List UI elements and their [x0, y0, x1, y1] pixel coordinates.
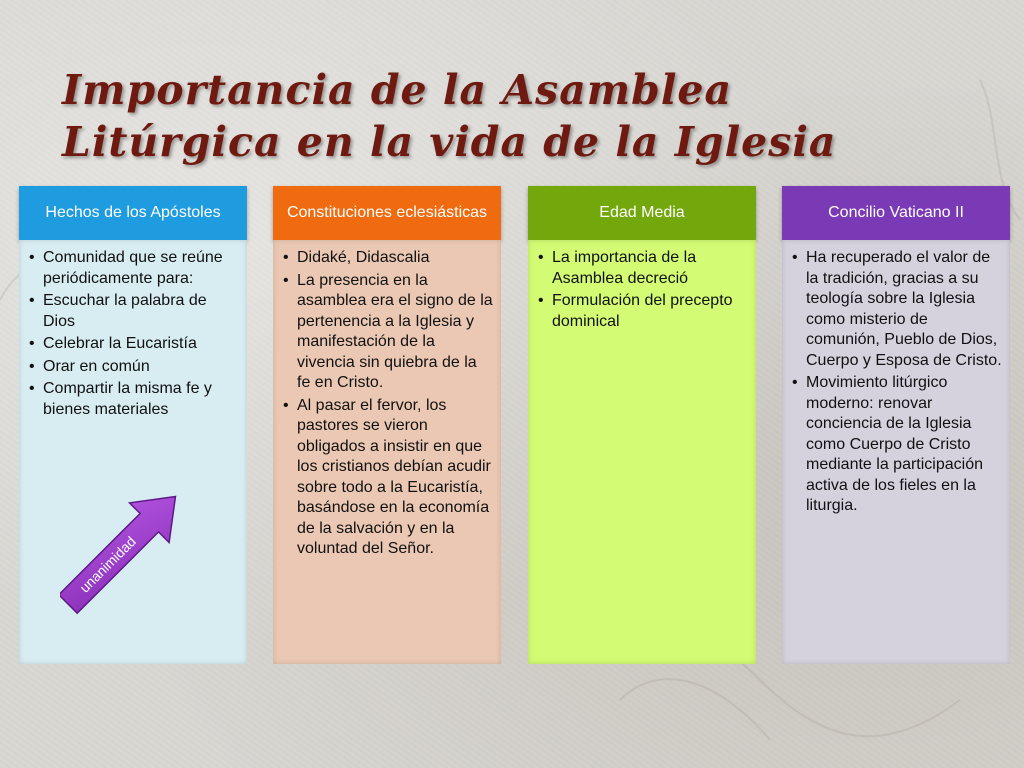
title-line-2: Litúrgica en la vida de la Iglesia — [62, 118, 837, 166]
column-body — [782, 240, 1010, 664]
column-edad-media — [528, 186, 756, 666]
column-header: Edad Media — [528, 186, 756, 240]
column-body — [273, 240, 501, 664]
list-item: • Didaké, Didascalia — [283, 248, 493, 269]
list-item: • Ha recuperado el valor de la tradición, gracias a su teología sobre la Iglesia como misterio de comunión, Pueblo de Dios, Cuerpo y Esposa de Cristo. — [792, 248, 1002, 371]
bullet-list — [29, 248, 239, 420]
bullet-list — [538, 248, 748, 332]
list-item: • La importancia de la Asamblea decreció — [538, 248, 748, 289]
column-header: Hechos de los Apóstoles — [19, 186, 247, 240]
column-header: Concilio Vaticano II — [782, 186, 1010, 240]
title-line-1: Importancia de la Asamblea — [62, 66, 733, 114]
list-item: • Formulación del precepto dominical — [538, 291, 748, 332]
column-vaticano-ii — [782, 186, 1010, 666]
list-item: • La presencia en la asamblea era el signo de la pertenencia a la Iglesia y manifestación de la vivencia sin quiebra de la fe en Cristo. — [283, 271, 493, 394]
column-body — [528, 240, 756, 664]
list-item: • Compartir la misma fe y bienes materiales — [29, 379, 239, 420]
bullet-list — [283, 248, 493, 560]
unanimidad-arrow — [60, 486, 200, 616]
column-header: Constituciones eclesiásticas — [273, 186, 501, 240]
list-item: • Movimiento litúrgico moderno: renovar conciencia de la Iglesia como Cuerpo de Cristo mediante la participación activa de los fieles en la liturgia. — [792, 373, 1002, 517]
bullet-list — [792, 248, 1002, 517]
slide-title — [62, 64, 982, 168]
list-item: • Orar en común — [29, 357, 239, 378]
list-item: • Celebrar la Eucaristía — [29, 334, 239, 355]
list-item: • Escuchar la palabra de Dios — [29, 291, 239, 332]
list-item: • Al pasar el fervor, los pastores se vieron obligados a insistir en que los cristianos debían acudir sobre todo a la Eucaristía, basándose en la economía de la salvación y en la voluntad del Señor. — [283, 396, 493, 560]
list-item: • Comunidad que se reúne periódicamente para: — [29, 248, 239, 289]
column-constituciones — [273, 186, 501, 666]
arrow-label: unanimidad — [76, 533, 139, 596]
